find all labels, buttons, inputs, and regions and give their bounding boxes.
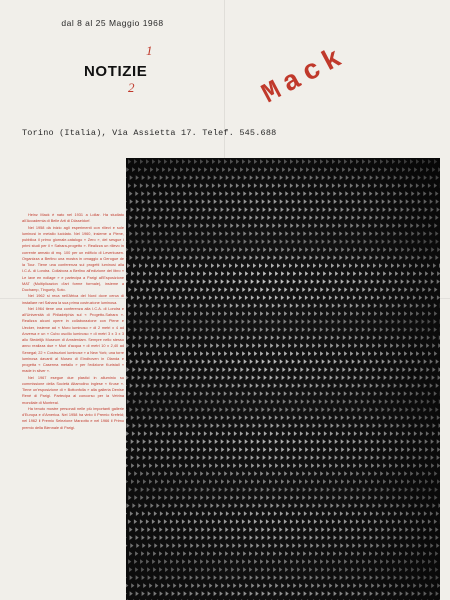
issue-number-bottom: 2 <box>128 80 135 95</box>
gallery-address: Torino (Italia), Via Assietta 17. Telef. 545.688 <box>22 128 277 138</box>
light-relief-pattern <box>126 158 440 600</box>
exhibition-dates: dal 8 al 25 Maggio 1968 <box>61 18 164 28</box>
biography-paragraph: Nel 1958 dà inizio agli esperimenti con rilievi e sole luminosi in metallo lucidato. Nel 1960, insieme a Piene, pubblica il primo giornale-catalogo « Zero », del sesgue i primi studi per il « Sahara-progetto ». Realizza un rilievo in corrente armato di mq. 100 per un edificio di Leverkusen. Organizza a Berlino una mostra in omaggio a Gerogue de la Tour. Tiene una conferenza sui progetti luminosi alla I.C.A. di Londra. Collabora a Berlino all'edizione del libro « Le lave en nollage » e partecipa a Parigi all'Esposizione MAT (Multiplicazion d'art forme formale), insieme a Duchamp, Tinguely, Soto. <box>22 225 124 292</box>
issue-number-top: 1 <box>146 43 153 58</box>
biography-paragraph: Ha tenuto mostre personali nelle più importanti gallerie d'Europa e d'America. Nel 1958 ha vinto il Premio Krefeld; nel 1962 il Premio Selezione Marzotto e nel 1966 il Primo premio della Biennale di Parigi. <box>22 406 124 430</box>
artist-biography <box>22 212 124 431</box>
biography-paragraph: Nel 1967 esegue due plastici in alluminio su commissione della Società Altamolino inglese « Kruse ». Tiene un'esposizione di « Bottonfolla » alla galleria Denise René di Parigi. Partecipa al concorso per la Vetrina mondiale di Montreal. <box>22 375 124 405</box>
biography-paragraph: Nel 1962 si reca nell'Africa del Nord dove cerca di installare nel Sahara la sua prima costruzione luminosa. <box>22 294 124 305</box>
biography-paragraph: Nel 1964 tiene una conferenza alla I.C.A. di Londra e all'Università di Philadelphia sul « Progetto-Sahara ». Realizza alcuni opere in collaborazione con Piene e Uecker, insieme ad « Muro luminoso » di 2 metri x 4 ad Anversa e un « Cubo oscillo luminoso » di metri 3 x 3 x 3 allo Stedelijk Museum di Amsterdam. Sempre nello stesso anno realizza due « Muri d'acqua » di metri 10 x 2,40 ad Senegal; 22 « Costruzioni luminose » a New York; una torre luminosa davanti al Museo di Eindhoven in Olanda e progetta « Caserma metallo » per l'edizione Kuristall « made in silver ». <box>22 306 124 374</box>
bulletin-title: NOTIZIE <box>84 63 148 80</box>
artwork-photograph <box>126 158 440 600</box>
biography-paragraph: Heinz Mack è nato nel 1931 a Lollar. Ha studiato all'Accademia di Belle Arti di Düsseldorf. <box>22 213 124 224</box>
artist-name: Mack <box>257 40 353 111</box>
